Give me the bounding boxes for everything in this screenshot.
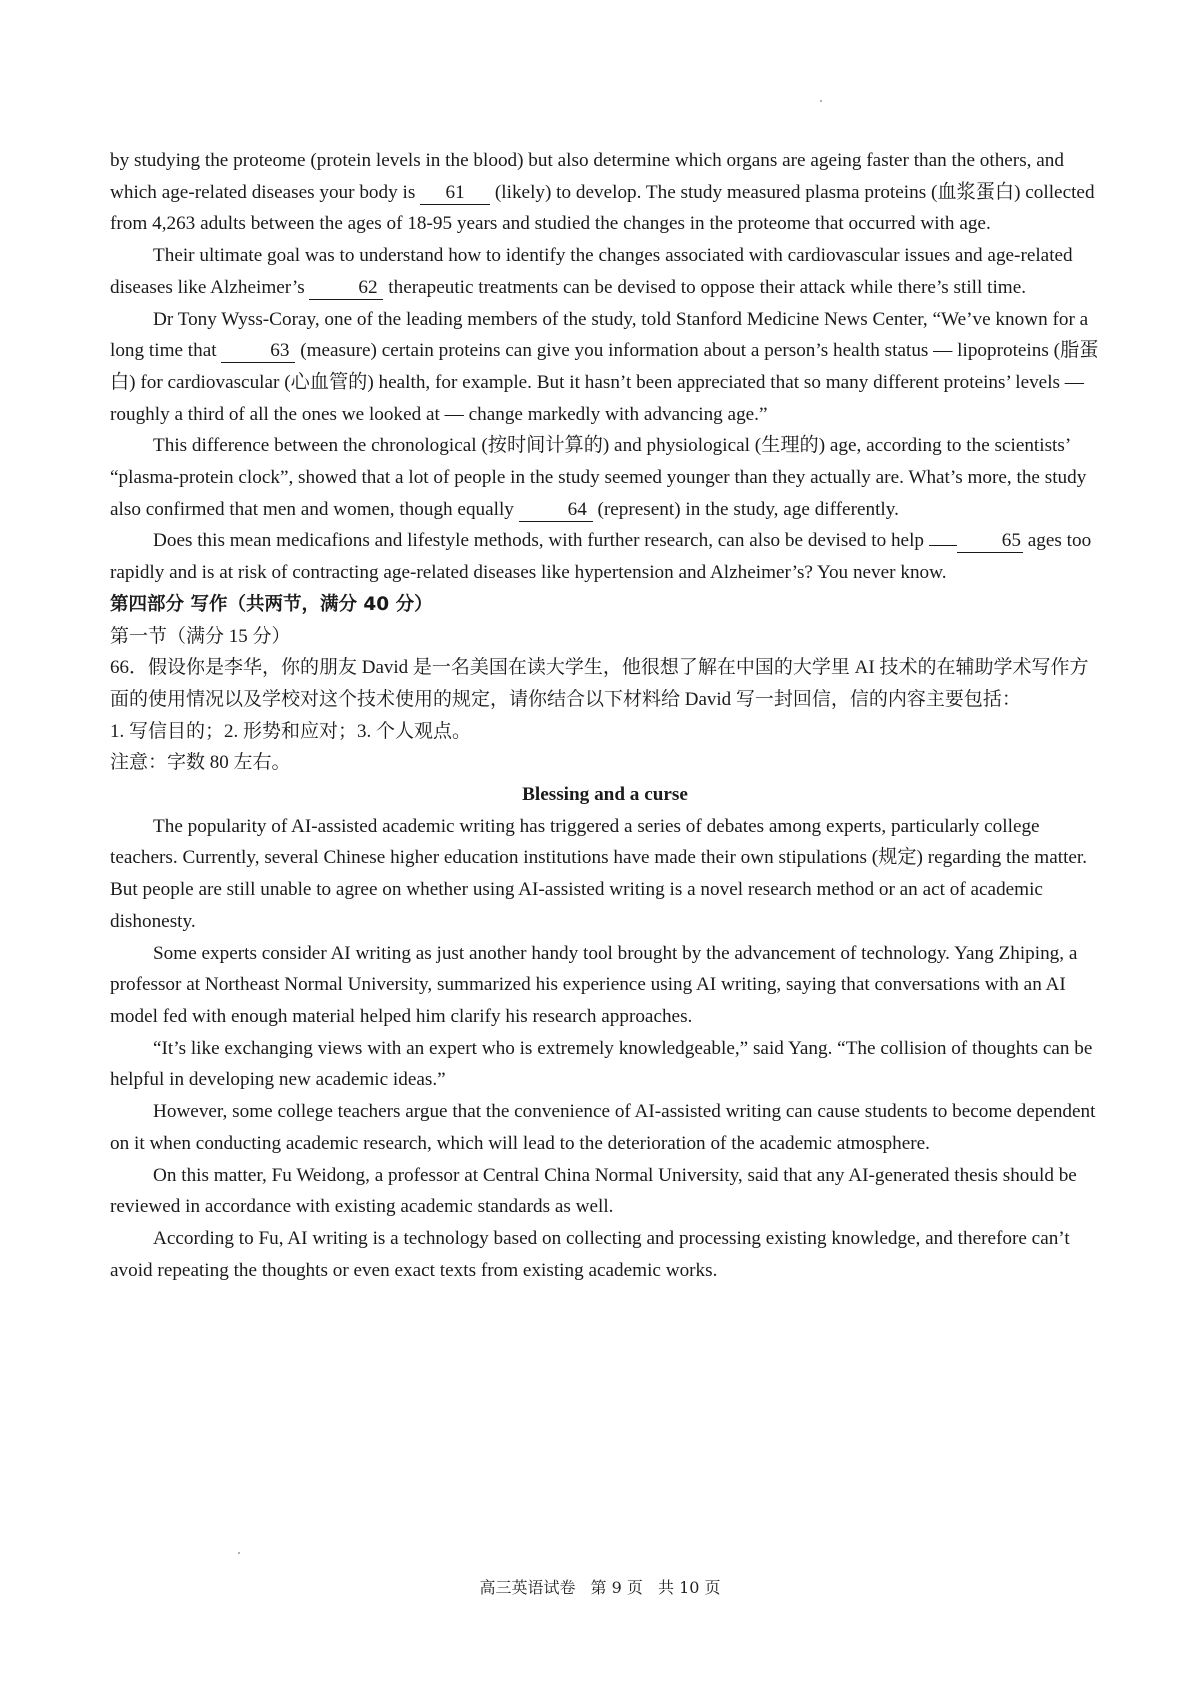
text: Their ultimate goal was to understand how to identify the changes associated with cardiovascular issues and age-related diseases like Alzheimer’s [110,245,1073,298]
scan-dot [820,100,822,102]
blank-65[interactable]: 65 [957,530,1023,553]
material-paragraph: On this matter, Fu Weidong, a professor at Central China Normal University, said that any AI-generated thesis should be reviewed in accordance with existing academic standards as well. [110,1164,1077,1218]
task-points: 1. 写信目的；2. 形势和应对；3. 个人观点。 [110,720,472,742]
material-paragraph: According to Fu, AI writing is a technology based on collecting and processing existing knowledge, and therefore can’t avoid repeating the thoughts or even exact texts from existing academic works. [110,1227,1070,1281]
passage-paragraph-3 [110,304,1100,431]
footer-total-pages: 共 10 页 [658,1578,721,1597]
text: Dr Tony Wyss-Coray, one of the leading members of the study, told Stanford Medicine News Center, “We’ve known for a long time that [110,308,1089,362]
material-paragraph: The popularity of AI-assisted academic writing has triggered a series of debates among experts, particularly college teachers. Currently, several Chinese higher education institutions have made their own stipulations (规定) regarding the matter. But people are still unable to agree on whether using AI-assisted writing is a novel research method or an act of academic dishonesty. [110,815,1088,932]
text: ages too rapidly and is at risk of contracting age-related diseases like hypertension and Alzheimer’s? You never know. [110,530,1092,584]
passage-paragraph-4 [110,430,1100,525]
footer-page-number: 第 9 页 [590,1578,643,1597]
text: therapeutic treatments can be devised to oppose their attack while there’s still time. [383,276,1027,298]
passage-paragraph-1 [110,145,1100,240]
text: Does this mean medicafions and lifestyle methods, with further research, can also be devised to help [153,530,929,552]
writing-task: 66．假设你是李华，你的朋友 David 是一名美国在读大学生，他很想了解在中国的大学里 AI 技术的在辅助学术写作方面的使用情况以及学校对这个技术使用的规定，请你结合以下材料给 David 写一封回信，信的内容主要包括： [110,657,1089,710]
section-one-label: 第一节（满分 15 分） [110,625,291,647]
passage-paragraph-2 [110,240,1100,303]
text: (represent) in the study, age differently. [592,498,899,520]
text: This difference between the chronological (按时间计算的) and physiological (生理的) age, according to the scientists’ “plasma-protein clock”, showed that a lot of people in the study seemed younger than they actually are. What’s more, the study also confirmed that men and women, though equally [110,435,1087,520]
footer-exam-title: 高三英语试卷 [479,1578,576,1597]
blank-64[interactable]: 64 [519,499,593,522]
passage-paragraph-5 [110,525,1100,588]
blank-61[interactable]: 61 [420,182,490,205]
text: by studying the proteome (protein levels in the blood) but also determine which organs are ageing faster than the others, and which age-related diseases your body is [110,150,1064,203]
scan-dot [238,1552,240,1554]
blank-65-lead[interactable] [929,545,957,546]
text: (likely) to develop. The study measured plasma proteins (血浆蛋白) collected from 4,263 adults between the ages of 18-95 years and studied the changes in the proteome that occurred with age. [110,181,1095,235]
material-paragraph: “It’s like exchanging views with an expert who is extremely knowledgeable,” said Yang. “The collision of thoughts can be helpful in developing new academic ideas.” [110,1037,1093,1091]
blank-62[interactable]: 62 [309,277,383,300]
task-note: 注意：字数 80 左右。 [110,752,291,774]
material-title: Blessing and a curse [522,784,688,806]
material-paragraph: Some experts consider AI writing as just another handy tool brought by the advancement of technology. Yang Zhiping, a professor at Northeast Normal University, summarized his experience using AI writing, saying that conversations with an AI model fed with enough material helped him clarify his research approaches. [110,942,1078,1027]
page-footer [0,1575,1200,1598]
text: (measure) certain proteins can give you information about a person’s health status — lipoproteins (脂蛋白) for cardiovascular (心血管的) health, for example. But it hasn’t been appreciated that so many different proteins’ levels — roughly a third of all the ones we looked at — change markedly with advancing age.” [110,340,1099,425]
material-paragraph: However, some college teachers argue that the convenience of AI-assisted writing can cause students to become dependent on it when conducting academic research, which will lead to the deterioration of the academic atmosphere. [110,1101,1096,1154]
part-four-heading: 第四部分 写作（共两节，满分 40 分） [110,593,433,615]
blank-63[interactable]: 63 [221,340,295,363]
